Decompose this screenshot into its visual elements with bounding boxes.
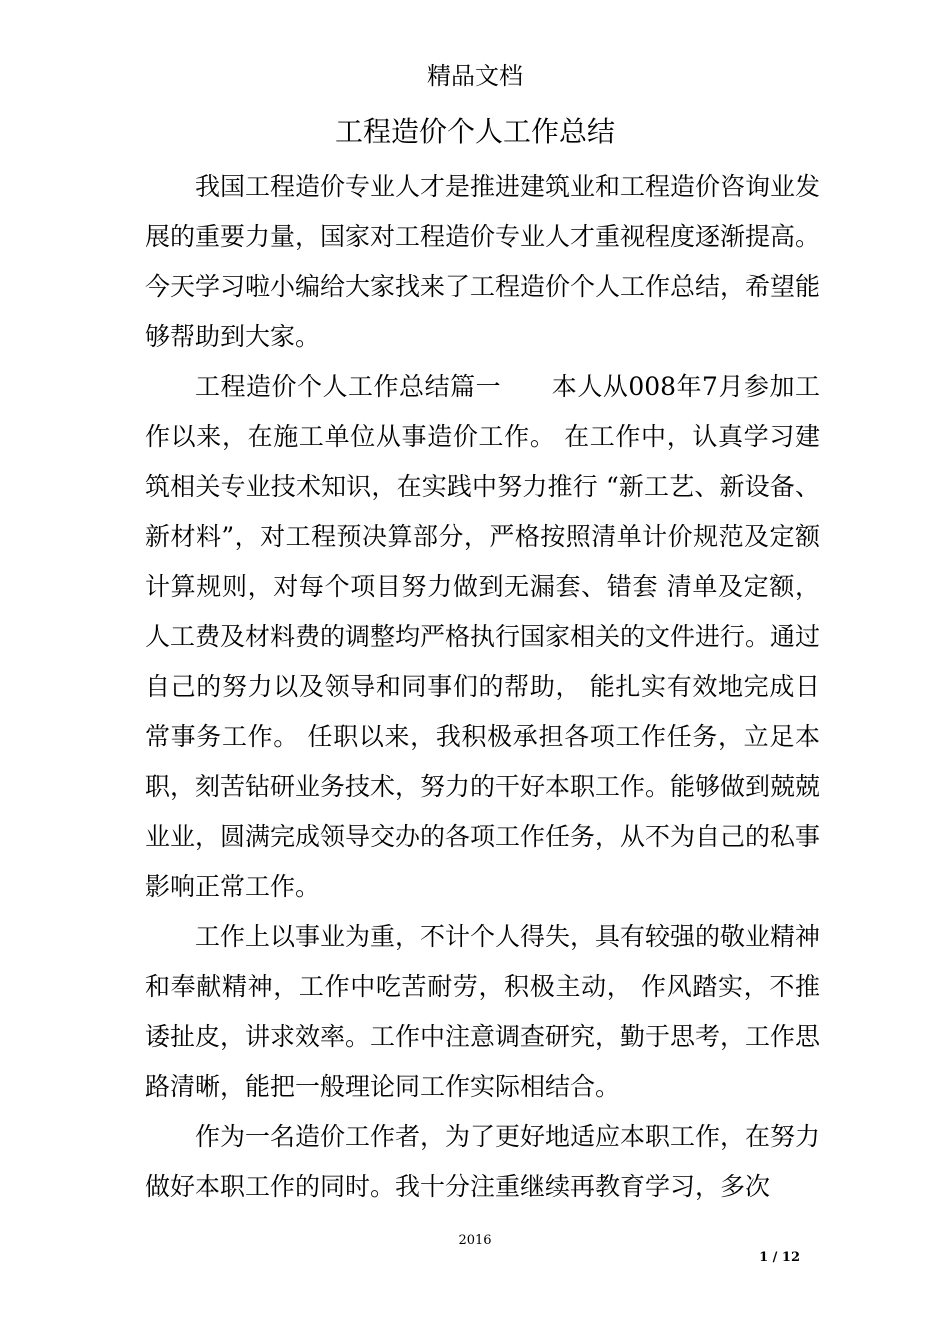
document-body: [145, 162, 828, 1212]
paragraph-attitude: 工作上以事业为重，不计个人得失，具有较强的敬业精神和奉献精神，工作中吃苦耐劳，积极主动， 作风踏实，不推诿扯皮，讲求效率。工作中注意调查研究，勤于思考，工作思路清晰，能把一般理论同工作实际相结合。: [145, 922, 821, 1101]
document-title: 工程造价个人工作总结: [334, 115, 615, 148]
paragraph-education: 作为一名造价工作者，为了更好地适应本职工作，在努力做好本职工作的同时。我十分注重继续再教育学习，多次: [145, 1122, 821, 1201]
page-number: 1 / 12: [759, 1250, 800, 1265]
paragraph-intro: 我国工程造价专业人才是推进建筑业和工程造价咨询业发展的重要力量，国家对工程造价专业人才重视程度逐渐提高。今天学习啦小编给大家找来了工程造价个人工作总结，希望能够帮助到大家。: [145, 172, 821, 351]
footer-year: 2016: [458, 1233, 492, 1248]
page-header: 精品文档: [427, 62, 523, 90]
paragraph-part-one: 工程造价个人工作总结篇一 本人从008年7月参加工作以来，在施工单位从事造价工作。 在工作中，认真学习建筑相关专业技术知识，在实践中努力推行 “新工艺、新设备、 新材料”，对工程预决算部分，严格按照清单计价规范及定额计算规则，对每个项目努力做到无漏套、错套 清单及定额，人工费及材料费的调整均严格执行国家相关的文件进行。通过自己的努力以及领导和同事们的帮助， 能扎实有效地完成日常事务工作。 任职以来，我积极承担各项工作任务，立足本职，刻苦钻研业务技术，努力的干好本职工作。能够做到兢兢业业，圆满完成领导交办的各项工作任务，从不为自己的私事影响正常工作。: [145, 372, 828, 901]
